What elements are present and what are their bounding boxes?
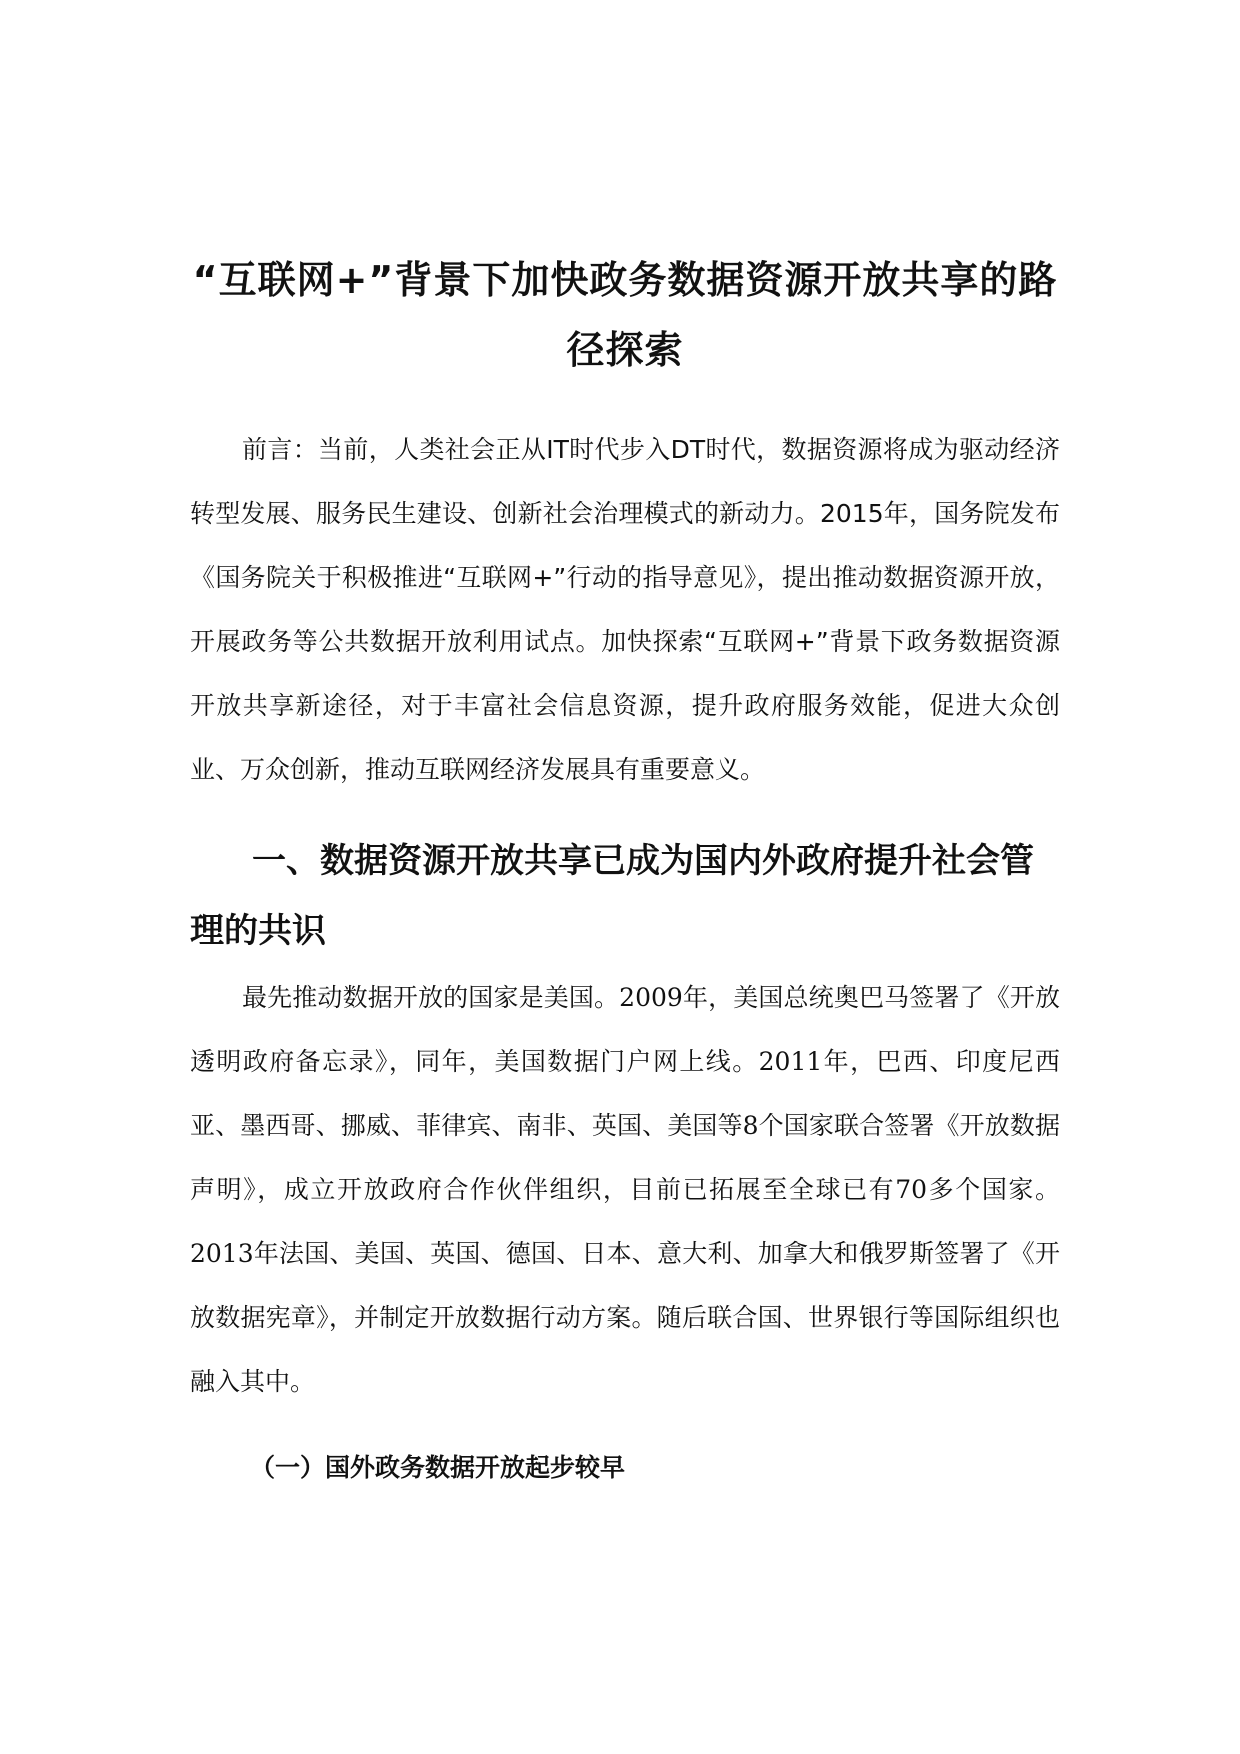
section-heading: 一、数据资源开放共享已成为国内外政府提升社会管理的共识 — [190, 841, 1034, 951]
subsection-heading: （一）国外政务数据开放起步较早 — [250, 1453, 626, 1482]
body-paragraph: 最先推动数据开放的国家是美国。2009年，美国总统奥巴马签署了《开放透明政府备忘录》，同年，美国数据门户网上线。2011年，巴西、印度尼西亚、墨西哥、挪威、菲律宾、南非、英国、美国等8个国家联合签署《开放数据声明》，成立开放政府合作伙伴组织，目前已拓展至全球已有70多个国家。2013年法国、美国、英国、德国、日本、意大利、加拿大和俄罗斯签署了《开放数据宪章》，并制定开放数据行动方案。随后联合国、世界银行等国际组织也融入其中。 — [190, 983, 1060, 1396]
intro-paragraph: 前言：当前，人类社会正从IT时代步入DT时代，数据资源将成为驱动经济转型发展、服务民生建设、创新社会治理模式的新动力。2015年，国务院发布《国务院关于积极推进“互联网+”行动的指导意见》，提出推动数据资源开放，开展政务等公共数据开放利用试点。加快探索“互联网+”背景下政务数据资源开放共享新途径，对于丰富社会信息资源，提升政府服务效能，促进大众创业、万众创新，推动互联网经济发展具有重要意义。 — [190, 435, 1060, 784]
document-title: “互联网+”背景下加快政务数据资源开放共享的路径探索 — [192, 258, 1058, 373]
